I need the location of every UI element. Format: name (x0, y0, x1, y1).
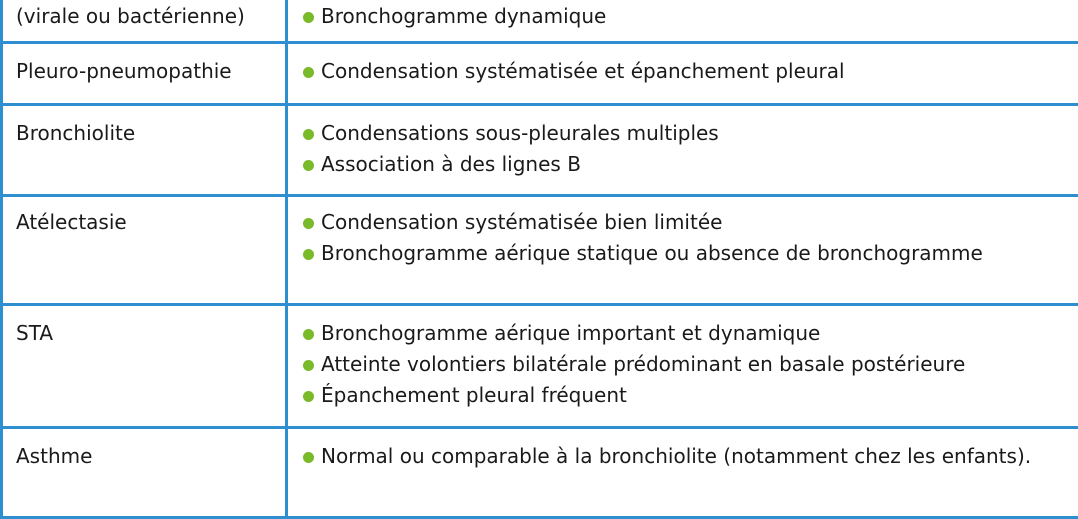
table-row (2, 196, 1078, 305)
finding-text: Bronchogramme aérique important et dynamique (321, 321, 820, 345)
findings-list (302, 56, 1060, 87)
finding-text: Épanchement pleural fréquent (321, 383, 627, 407)
findings-list (302, 207, 1060, 269)
findings-cell (287, 0, 1078, 43)
table-row (2, 0, 1078, 43)
green-dot-icon (303, 452, 314, 463)
findings-cell (287, 305, 1078, 428)
table-row (2, 105, 1078, 196)
green-dot-icon (303, 12, 314, 23)
green-dot-icon (303, 67, 314, 78)
finding-item (302, 441, 1060, 472)
findings-cell (287, 105, 1078, 196)
findings-cell (287, 196, 1078, 305)
condition-cell: Pleuro-pneumopathie (2, 43, 287, 105)
finding-text: Condensations sous-pleurales multiples (321, 121, 719, 145)
finding-text: Association à des lignes B (321, 152, 581, 176)
condition-cell: (virale ou bactérienne) (2, 0, 287, 43)
finding-item (302, 118, 1060, 149)
table-row (2, 428, 1078, 518)
finding-item (302, 207, 1060, 238)
table-row (2, 43, 1078, 105)
table-body (2, 0, 1078, 518)
finding-item (302, 318, 1060, 349)
finding-text: Condensation systématisée et épanchement pleural (321, 59, 845, 83)
finding-text: Atteinte volontiers bilatérale prédominant en basale postérieure (321, 352, 965, 376)
green-dot-icon (303, 129, 314, 140)
condition-cell: Atélectasie (2, 196, 287, 305)
green-dot-icon (303, 329, 314, 340)
condition-cell: Asthme (2, 428, 287, 518)
finding-item (302, 149, 1060, 180)
finding-item (302, 380, 1060, 411)
finding-item (302, 349, 1060, 380)
condition-cell: STA (2, 305, 287, 428)
condition-cell: Bronchiolite (2, 105, 287, 196)
finding-item (302, 1, 1060, 32)
green-dot-icon (303, 391, 314, 402)
green-dot-icon (303, 160, 314, 171)
findings-list (302, 318, 1060, 411)
findings-cell (287, 43, 1078, 105)
green-dot-icon (303, 249, 314, 260)
finding-item (302, 238, 1060, 269)
finding-text: Normal ou comparable à la bronchiolite (notamment chez les enfants). (321, 444, 1031, 468)
findings-list (302, 1, 1060, 32)
finding-text: Bronchogramme dynamique (321, 4, 606, 28)
finding-item (302, 56, 1060, 87)
finding-text: Bronchogramme aérique statique ou absence de bronchogramme (321, 241, 983, 265)
findings-list (302, 441, 1060, 472)
findings-cell (287, 428, 1078, 518)
green-dot-icon (303, 218, 314, 229)
green-dot-icon (303, 360, 314, 371)
table-row (2, 305, 1078, 428)
findings-list (302, 118, 1060, 180)
finding-text: Condensation systématisée bien limitée (321, 210, 722, 234)
